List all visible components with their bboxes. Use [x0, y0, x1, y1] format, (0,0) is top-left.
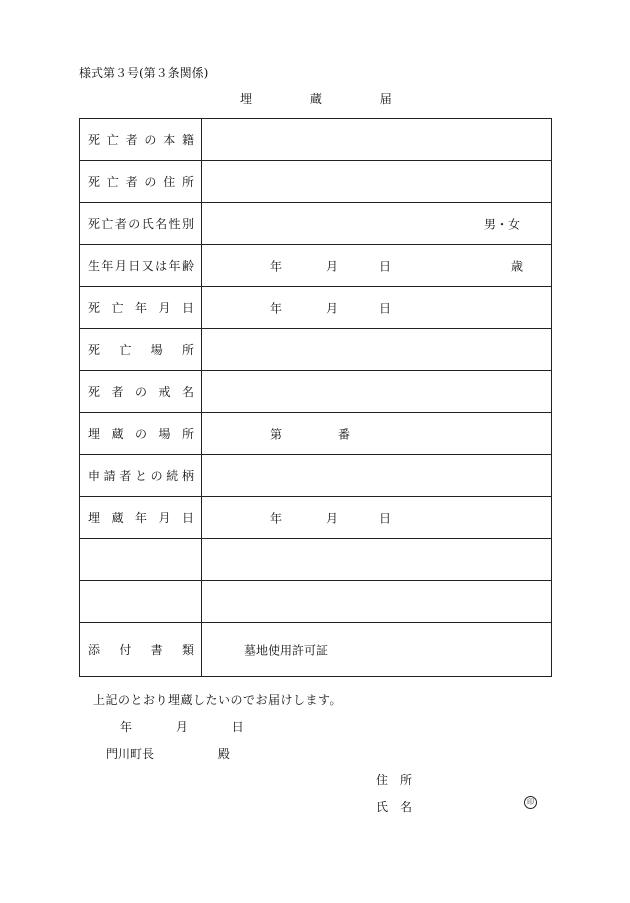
label-char: 蔵: [111, 511, 124, 525]
label-char: 所: [181, 175, 194, 189]
label-char: 性: [168, 217, 181, 231]
label-char: 添: [88, 643, 101, 657]
sex-options: 男・女: [484, 217, 521, 231]
label-char: 柄: [181, 469, 194, 483]
label-char: 月: [114, 259, 127, 273]
label-char: の: [144, 175, 157, 189]
label-char: 書: [150, 643, 163, 657]
label-char: 死: [88, 301, 101, 315]
day-unit: 日: [379, 259, 392, 273]
table-row: [80, 497, 552, 539]
table-row: [80, 245, 552, 287]
field-death-place[interactable]: [202, 329, 552, 371]
table-row: [80, 287, 552, 329]
field-kaimyo[interactable]: [202, 371, 552, 413]
label-char: 亡: [106, 175, 119, 189]
label-blank-1: [80, 539, 202, 581]
field-address[interactable]: [202, 161, 552, 203]
month-unit: 月: [326, 301, 339, 315]
label-char: の: [128, 217, 141, 231]
label-char: 申: [88, 469, 101, 483]
label-char: 名: [155, 217, 168, 231]
table-row: [80, 539, 552, 581]
document-title: [240, 90, 392, 107]
label-char: 生: [88, 259, 101, 273]
label-char: 者: [119, 469, 132, 483]
label-char: 年: [168, 259, 181, 273]
table-row: [80, 623, 552, 677]
label-honseki: [80, 119, 202, 161]
label-char: 類: [181, 643, 194, 657]
label-char: 埋: [88, 511, 101, 525]
declaration-statement: 上記のとおり埋蔵したいのでお届けします。: [93, 693, 343, 707]
field-burial-date[interactable]: [202, 497, 552, 539]
label-char: 氏: [141, 217, 154, 231]
label-char: 亡: [119, 343, 132, 357]
label-char: 日: [181, 511, 194, 525]
table-row: [80, 371, 552, 413]
month-unit: 月: [326, 259, 339, 273]
month-unit: 月: [175, 720, 188, 734]
age-unit: 歳: [511, 259, 524, 273]
label-char: 亡: [101, 217, 114, 231]
label-char: 亡: [106, 133, 119, 147]
mayor-title: 門川町長: [106, 747, 155, 761]
label-char: 又: [141, 259, 154, 273]
label-char: 死: [88, 217, 101, 231]
label-char: の: [134, 427, 147, 441]
label-burial-date: [80, 497, 202, 539]
label-char: 月: [158, 301, 171, 315]
label-address: [80, 161, 202, 203]
plot-prefix: 第: [270, 427, 283, 441]
table-row: [80, 161, 552, 203]
field-attachments[interactable]: [202, 623, 552, 677]
label-char: 請: [103, 469, 116, 483]
label-char: 年: [134, 301, 147, 315]
label-char: は: [155, 259, 168, 273]
label-char: 死: [88, 133, 101, 147]
honorific: 殿: [217, 747, 230, 761]
applicant-name-label: 氏 名: [376, 800, 413, 814]
label-char: 死: [88, 385, 101, 399]
label-blank-2: [80, 581, 202, 623]
day-unit: 日: [379, 301, 392, 315]
label-char: 死: [88, 175, 101, 189]
title-char: 蔵: [309, 92, 322, 106]
label-char: 埋: [88, 427, 101, 441]
table-row: [80, 329, 552, 371]
field-death-date[interactable]: [202, 287, 552, 329]
label-char: 場: [150, 343, 163, 357]
field-blank-1[interactable]: [202, 539, 552, 581]
month-unit: 月: [326, 511, 339, 525]
label-char: の: [150, 469, 163, 483]
label-char: 月: [158, 511, 171, 525]
table-row: [80, 203, 552, 245]
title-char: 埋: [240, 92, 253, 106]
label-char: 日: [181, 301, 194, 315]
label-char: 者: [114, 217, 127, 231]
year-unit: 年: [270, 511, 283, 525]
label-char: 名: [181, 385, 194, 399]
submission-date[interactable]: [120, 718, 244, 735]
field-birth-age[interactable]: [202, 245, 552, 287]
table-row: [80, 581, 552, 623]
label-char: 別: [181, 217, 194, 231]
label-char: 所: [181, 427, 194, 441]
label-char: 戒: [158, 385, 171, 399]
field-relationship[interactable]: [202, 455, 552, 497]
field-name-sex[interactable]: [202, 203, 552, 245]
label-char: の: [134, 385, 147, 399]
label-kaimyo: [80, 371, 202, 413]
label-char: 死: [88, 343, 101, 357]
day-unit: 日: [379, 511, 392, 525]
year-unit: 年: [270, 259, 283, 273]
label-char: 付: [119, 643, 132, 657]
label-death-place: [80, 329, 202, 371]
label-birth-age: [80, 245, 202, 287]
label-char: 蔵: [111, 427, 124, 441]
label-char: 住: [163, 175, 176, 189]
label-char: 齢: [181, 259, 194, 273]
label-char: 所: [181, 343, 194, 357]
label-name-sex: [80, 203, 202, 245]
table-row: [80, 413, 552, 455]
label-attachments: [80, 623, 202, 677]
label-char: 続: [166, 469, 179, 483]
label-char: 本: [163, 133, 176, 147]
form-number: 様式第３号(第３条関係): [79, 66, 209, 80]
label-char: 籍: [181, 133, 194, 147]
field-blank-2[interactable]: [202, 581, 552, 623]
label-char: の: [144, 133, 157, 147]
label-char: 亡: [111, 301, 124, 315]
year-unit: 年: [120, 720, 133, 734]
label-char: 場: [158, 427, 171, 441]
field-burial-place[interactable]: [202, 413, 552, 455]
attachment-value: 墓地使用許可証: [244, 643, 329, 657]
label-char: 年: [134, 511, 147, 525]
day-unit: 日: [231, 720, 244, 734]
table-row: [80, 455, 552, 497]
label-char: 日: [128, 259, 141, 273]
label-char: 年: [101, 259, 114, 273]
label-char: 者: [125, 133, 138, 147]
year-unit: 年: [270, 301, 283, 315]
label-char: 者: [125, 175, 138, 189]
title-char: 届: [379, 92, 392, 106]
label-char: 者: [111, 385, 124, 399]
seal-mark-icon: 印: [524, 796, 537, 809]
label-death-date: [80, 287, 202, 329]
applicant-address-label: 住 所: [376, 773, 413, 787]
field-honseki[interactable]: [202, 119, 552, 161]
plot-suffix: 番: [338, 427, 351, 441]
label-relationship: [80, 455, 202, 497]
label-char: と: [134, 469, 147, 483]
table-row: [80, 119, 552, 161]
burial-form-table: [79, 118, 552, 677]
label-burial-place: [80, 413, 202, 455]
addressee: [106, 745, 230, 762]
